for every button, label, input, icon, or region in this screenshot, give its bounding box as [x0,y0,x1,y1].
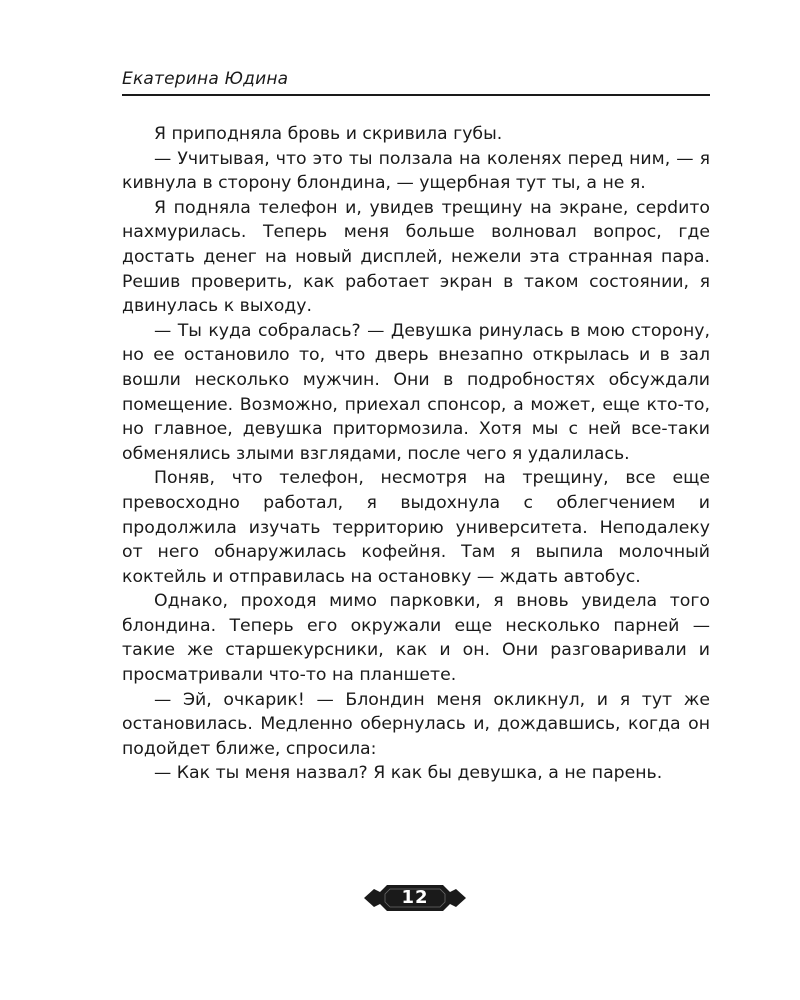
paragraph: Поняв, что телефон, несмотря на трещину, все еще превосходно работал, я выдохнула с облегчением и продолжила изучать территорию университета. Неподалеку от него обнаружилась кофейня. Там я выпила молочный коктейль и отправилась на остановку — ждать автобус. [122,468,710,587]
paragraph: — Учитывая, что это ты ползала на коленях перед ним, — я кивнула в сторону блондина, — ущербная тут ты, а не я. [122,148,710,194]
paragraph: — Как ты меня назвал? Я как бы девушка, а не парень. [154,763,663,784]
author-name: Екатерина Юдина [122,69,289,89]
header-rule [122,94,710,96]
page-number: 12 [401,887,429,908]
running-header [122,68,710,90]
paragraph: Однако, проходя мимо парковки, я вновь увидела того блондина. Теперь его окружали еще несколько парней — такие же старшекурсники, как и он. Они разговаривали и просматривали что-то на планшете. [122,591,710,686]
paragraph: — Эй, очкарик! — Блондин меня окликнул, и я тут же остановилась. Медленно обернулась и, дождавшись, когда он подойдет ближе, спросила: [122,689,710,759]
page-number-badge [360,881,470,915]
paragraph: — Ты куда собралась? — Девушка ринулась в мою сторону, но ее остановило то, что дверь внезапно открылась и в зал вошли несколько мужчин. Они в подробностях обсуждали помещение. Возможно, приехал спонсор, а может, еще кто-то, но главное, девушка притормозила. Хотя мы с ней все-таки обменялись злыми взглядами, после чего я удалилась. [122,320,710,464]
paragraph: Я подняла телефон и, увидев трещину на экране, серdито нахмурилась. Теперь меня больше волновал вопрос, где достать денег на новый дисплей, нежели эта странная пара. Решив проверить, как работает экран в таком состоянии, я двинулась к выходу. [122,197,710,317]
body-text [122,122,710,786]
paragraph: Я приподняла бровь и скривила губы. [154,124,503,144]
